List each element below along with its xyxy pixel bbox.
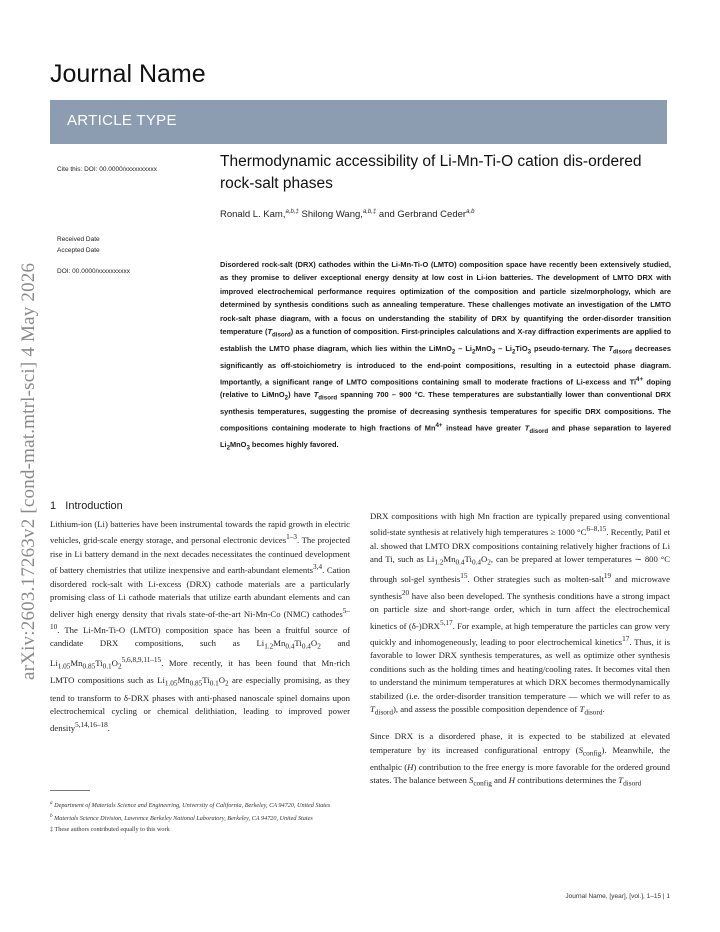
article-type-banner [50, 100, 667, 144]
body-column-left [50, 518, 350, 735]
arxiv-stamp: arXiv:2603.17263v2 [cond-mat.mtrl-sci] 4 May 2026 [18, 262, 39, 680]
footnote-divider [50, 790, 90, 791]
author-name: and Gerbrand Ceder [376, 209, 467, 221]
journal-name: Journal Name [50, 60, 206, 88]
paragraph: DRX compositions with high Mn fraction are typically prepared using conventional solid-state synthesis at relatively high temperatures ≥ 1000 $^\circ C^{6-8,15}$. Recently, Patil et al. showed that LMTO DRX compositions containing relatively higher fractions of Li and Ti, such as $Li_{1.2}Mn_{0.4}Ti_{0.4}O_2$, can be prepared at lower temperatures ∼ 800 °C through sol-gel synthesis$^{15}$. Other strategies such as molten-salt$^{19}$ and microwave synthesis$^{20}$ have also been developed. The synthesis conditions have a strong impact on particle size and short-range order, which in turn affect the electrochemical kinetics of (δ-)DRX$^{5,17}$. For example, at high temperature the particles can grow very quickly and inhomogeneously, leading to poor electrochemical kinetics$^{17}$. Thus, it is favorable to lower DRX synthesis temperatures, as well as optimize other synthesis conditions such as the holding times and heating/cooling rates. It becomes vital then to understand the minimum temperatures at which DRX becomes thermodynamically stabilized (i.e. the order-disorder transition temperature — which we will refer to as $T_{disord}$), and assess the possible composition dependence of $T_{disord}$. [370, 511, 671, 717]
footnotes [50, 798, 350, 835]
accepted-date: Accepted Date [57, 247, 100, 254]
footnote-affiliation-a: $^a$ Department of Materials Science and Engineering, University of California, Berkeley, CA 94720, United States [50, 800, 331, 810]
author-affiliation: a,b,‡ [362, 209, 377, 215]
author-affiliation: a,b [466, 209, 475, 215]
page-footer: Journal Name, [year], [vol.], 1–15 | 1 [565, 893, 670, 900]
abstract: Disordered rock-salt (DRX) cathodes within the Li-Mn-Ti-O (LMTO) composition space have recently been extensively studied, as they promise to deliver exceptional energy density at low cost in Li-ion batteries. The development of LMTO DRX with improved electrochemical performance requires optimization of the composition and particle size/morphology, which are determined by synthesis conditions such as annealing temperature. These challenges motivate an investigation of the LMTO rock-salt phase diagram, with a focus on understanding the stability of DRX by quantifying the order-disorder transition temperature $(T_{disord})$ as a function of composition. First-principles calculations and X-ray diffraction experiments are applied to establish the LMTO phase diagram, which lies within the LiMnO$_2$ – $Li_2MnO_3 - Li_2TiO_3$ pseudo-ternary. The $T_{disord}$ decreases significantly as off-stoichiometry is introduced to the end-point compositions, resulting in a eutectoid phase diagram. Importantly, a significant range of LMTO compositions containing small to moderate fractions of Li-excess and $Ti^{4+}$ doping (relative to LiMnO$_2$) have $T_{disord}$ spanning 700 – 900 °C. These temperatures are substantially lower than conventional DRX synthesis temperatures, suggesting the promise of decreasing synthesis temperatures for specific DRX compositions. The compositions containing moderate to high fractions of $Mn^{4+}$ instead have greater $T_{disord}$ and phase separation to layered $Li_2MnO_3$ becomes highly favored. [220, 260, 671, 452]
footnote-affiliation-b: $^b$ Materials Science Division, Lawrence Berkeley National Laboratory, Berkeley, CA 94720, United States [50, 813, 313, 823]
author-name: Shilong Wang, [298, 209, 363, 221]
cite-this: Cite this: DOI: 00.0000/xxxxxxxxxx [57, 166, 158, 173]
received-date: Received Date [57, 236, 100, 243]
doi: DOI: 00.0000/xxxxxxxxxx [57, 268, 130, 275]
section-heading-introduction [50, 500, 123, 512]
author-affiliation: a,b,‡ [285, 209, 299, 215]
article-type-label: ARTICLE TYPE [67, 112, 177, 129]
section-number: 1 [50, 500, 57, 512]
footnote-equal-contribution: ‡ These authors contributed equally to this work [50, 825, 170, 833]
paragraph: Since DRX is a disordered phase, it is expected to be stabilized at elevated temperature by its increased configurational entropy $(S_{config})$. Meanwhile, the enthalpic (H) contribution to the free energy is more favorable for the ordered ground states. The balance between $S_{config}$ and H contributions determines the $T_{disord}$ [370, 731, 670, 789]
paper-title: Thermodynamic accessibility of Li-Mn-Ti-O cation dis-ordered rock-salt phases [220, 153, 642, 192]
paragraph: Lithium-ion (Li) batteries have been instrumental towards the rapid growth in electric vehicles, grid-scale energy storage, and personal electronic devices$^{1-3}$. The projected rise in Li battery demand in the next decades necessitates the continued development of battery chemistries that utilize inexpensive and earth-abundant elements$^{3,4}$. Cation disordered rock-salt with Li-excess (DRX) cathode materials are a particularly promising class of Li cathode materials that utilize earth abundant elements and can deliver high energy density that rivals state-of-the-art Ni-Mn-Co (NMC) cathodes$^{5-10}$. The Li-Mn-Ti-O (LMTO) composition space has been a fruitful source of candidate DRX compositions, such as $Li_{1.2}Mn_{0.4}Ti_{0.4}O_2$ and $Li_{1.05}Mn_{0.85}Ti_{0.1}O_2^{5,6,8,9,11-15}$. More recently, it has been found that Mn-rich LMTO compositions such as $Li_{1.05}Mn_{0.85}Ti_{0.1}O_2$ are especially promising, as they tend to transform to δ-DRX phases with anti-phased nanoscale spinel domains upon electrochemical cycling or chemical delithiation, leading to improved power density$^{5,14,16-18}$. [50, 519, 351, 733]
body-column-right [370, 510, 670, 792]
section-title: Introduction [65, 500, 123, 512]
author-name: Ronald L. Kam, [220, 209, 286, 221]
author-list [220, 209, 474, 220]
